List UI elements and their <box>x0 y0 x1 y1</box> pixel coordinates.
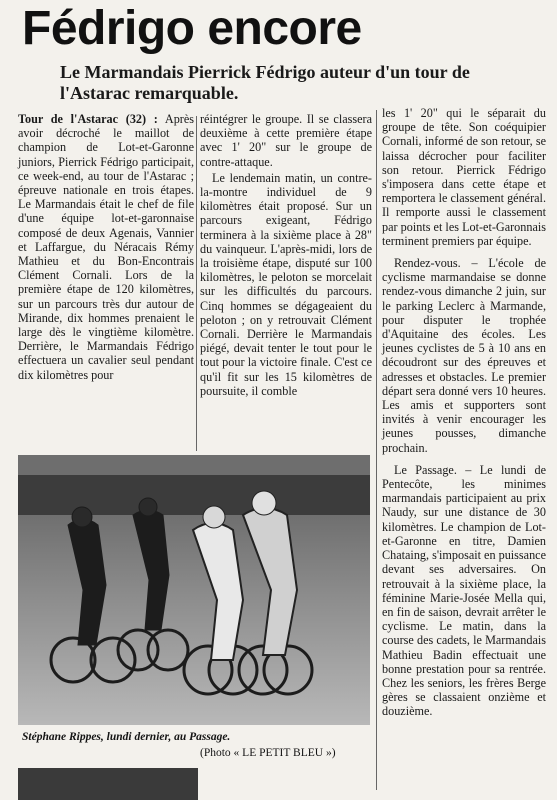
article-paragraph: Le Passage. – Le lundi de Pentecôte, les minimes marmandais participaient au prix Naudy, sur une distance de 30 kilomètres. Le champion de Lot-et-Garonne en titre, Damien Chataing, s'imposait en puissance devant ses adversaires. On retrouvait à la sixième place, la féminine Marie-Josée Mella qui, en fin de saison, devrait arrêter le cyclisme. Le matin, dans la course des cadets, le Marmandais Mathieu Badin effectuait une bonne prestation pour sa rentrée. Chez les seniors, les frères Berge gères se classaient onzième et douzième. <box>382 462 546 719</box>
lead-in: Tour de l'Astarac (32) : <box>18 112 158 126</box>
cyclists-photo <box>18 455 370 725</box>
paragraph-text: Après avoir décroché le maillot de champion de Lot-et-Garonne juniors, Pierrick Fédrigo participait, ce week-end, au tour de l'Astarac ; épreuve nationale en trois étapes. Le Marmandais était le chef de file d'une équipe lot-et-garonnaise composé de deux Agenais, Vannier et Laffargue, du Néracais Rémy Mathieu et du Bon-Encontrais Clément Cornali. Lors de la première étape de 120 kilomètres, sur un parcours très dur autour de Mirande, dix hommes prenaient le large dès le vingtième kilomètre. Derrière, le Marmandais Fédrigo effectuera un cavalier seul pendant dix kilomètres pour <box>18 112 194 382</box>
article-column-1 <box>18 112 194 384</box>
article-paragraph <box>18 112 194 382</box>
article-subhead: Le Marmandais Pierrick Fédrigo auteur d'un tour de l'Astarac remarquable. <box>60 62 470 103</box>
article-column-2 <box>200 112 372 400</box>
article-paragraph: Rendez-vous. – L'école de cyclisme marmandaise se donne rendez-vous dimanche 2 juin, sur le parking Leclerc à Marmande, pour disputer le trophée d'Aquitaine des écoles. Les jeunes cyclistes de 5 à 10 ans en découdront sur des épreuves et adresses et obstacles. Le premier départ sera donné vers 10 heures. Les amis et supporters sont invités à venir encourager les jeunes pousses, dimanche prochain. <box>382 256 546 455</box>
article-paragraph: Le lendemain matin, un contre-la-montre individuel de 9 kilomètres était proposé. Sur un parcours exigeant, Fédrigo terminera à la sixième place à 28" du vainqueur. L'après-midi, lors de la troisième étape, disputé sur 100 kilomètres, le peloton se morcelait sur les difficultés du parcours. Cinq hommes se dégageaient du peloton ; on y retrouvait Clément Cornali. Derrière le Marmandais piégé, devait tenter le tout pour le tout pour la victoire finale. C'est ce qu'il fit sur les 15 kilomètres de poursuite, il comble <box>200 170 372 398</box>
article-paragraph: réintégrer le groupe. Il se classera deuxième à cette première étape avec 1' 20" sur le groupe de contre-attaque. <box>200 112 372 169</box>
article-paragraph: les 1' 20" qui le séparait du groupe de tête. Son coéquipier Cornali, informé de son retour, se laissa décrocher pour faciliter son retour. Pierrick Fédrigo s'imposera dans cette étape et remportera le classement général. Il remporte aussi le classement par points et les Lot-et-Garonnais terminent premiers par équipe. <box>382 106 546 248</box>
second-photo-fragment <box>18 768 198 800</box>
column-divider <box>196 116 197 451</box>
column-divider <box>376 110 377 790</box>
article-headline: Fédrigo encore <box>22 2 362 55</box>
cyclists-photo-drawing <box>18 455 370 725</box>
photo-credit: (Photo « LE PETIT BLEU ») <box>200 747 336 759</box>
photo-caption: Stéphane Rippes, lundi dernier, au Passage. <box>22 731 231 743</box>
article-column-3 <box>382 106 546 721</box>
